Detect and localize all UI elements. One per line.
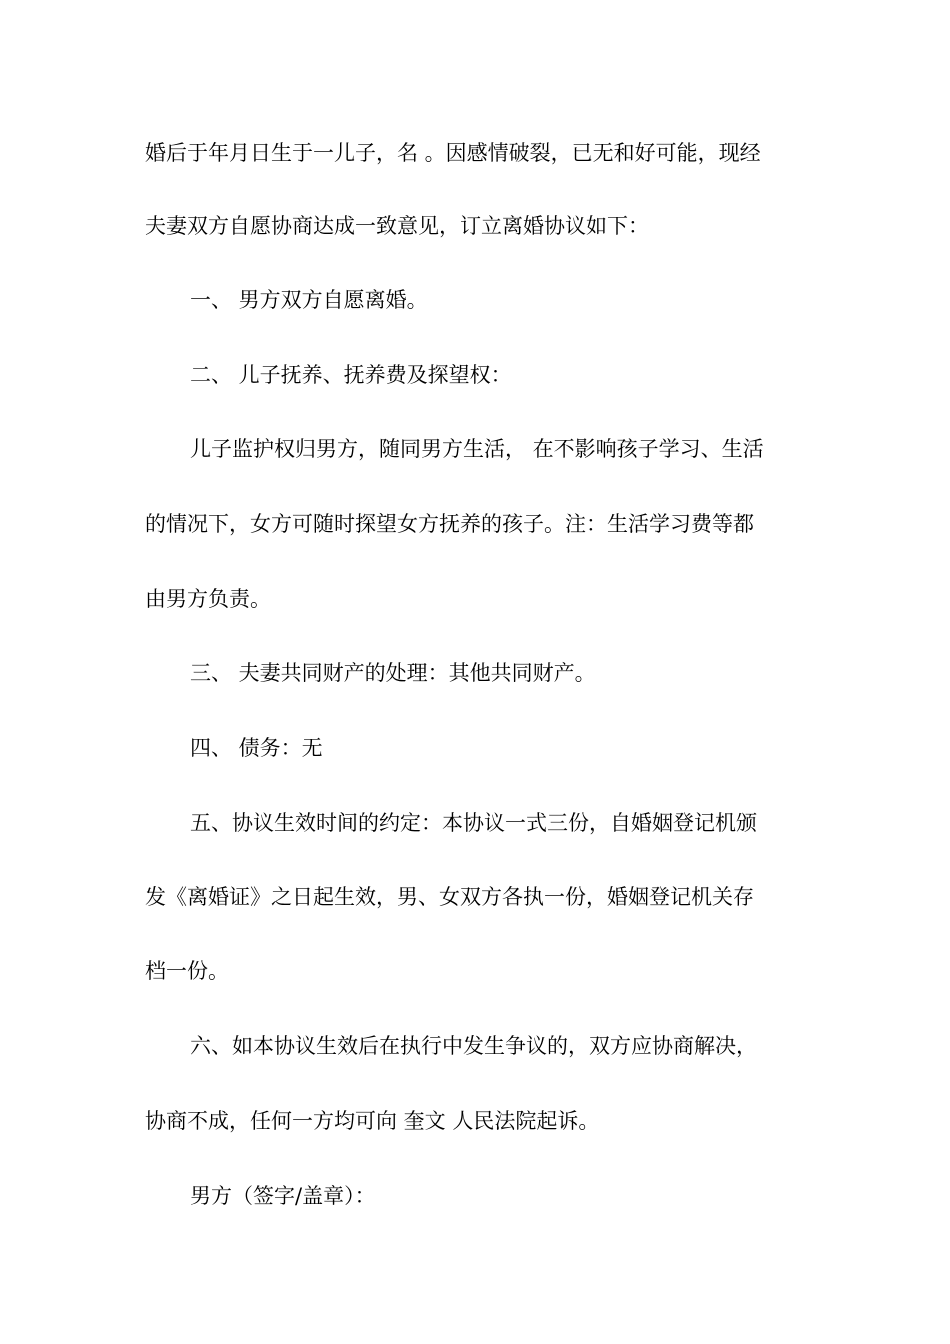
- clause-six: 六、如本协议生效后在执行中发生争议的，双方应协商解决，: [190, 1034, 757, 1058]
- clause-five: 五、协议生效时间的约定：本协议一式三份，自婚姻登记机颁: [190, 811, 757, 835]
- clause-three: 三、 夫妻共同财产的处理：其他共同财产。: [190, 661, 596, 685]
- paragraph-line: 协商不成，任何一方均可向 奎文 人民法院起诉。: [145, 1109, 600, 1133]
- paragraph-line: 发《离婚证》之日起生效，男、女双方各执一份，婚姻登记机关存: [145, 885, 754, 909]
- paragraph-line: 档一份。: [145, 959, 229, 983]
- paragraph-line: 由男方负责。: [145, 587, 271, 611]
- paragraph-line: 儿子监护权归男方，随同男方生活， 在不影响孩子学习、生活: [190, 437, 764, 461]
- paragraph-line: 夫妻双方自愿协商达成一致意见，订立离婚协议如下：: [145, 214, 649, 238]
- paragraph-line: 的情况下，女方可随时探望女方抚养的孩子。注：生活学习费等都: [145, 512, 754, 536]
- clause-one: 一、 男方双方自愿离婚。: [190, 288, 428, 312]
- paragraph-line: 婚后于年月日生于一儿子，名 。因感情破裂，已无和好可能，现经: [145, 141, 761, 165]
- clause-two: 二、 儿子抚养、抚养费及探望权：: [190, 363, 512, 387]
- male-signature-label: 男方（签字/盖章）：: [190, 1184, 376, 1208]
- clause-four: 四、 债务：无: [190, 736, 323, 760]
